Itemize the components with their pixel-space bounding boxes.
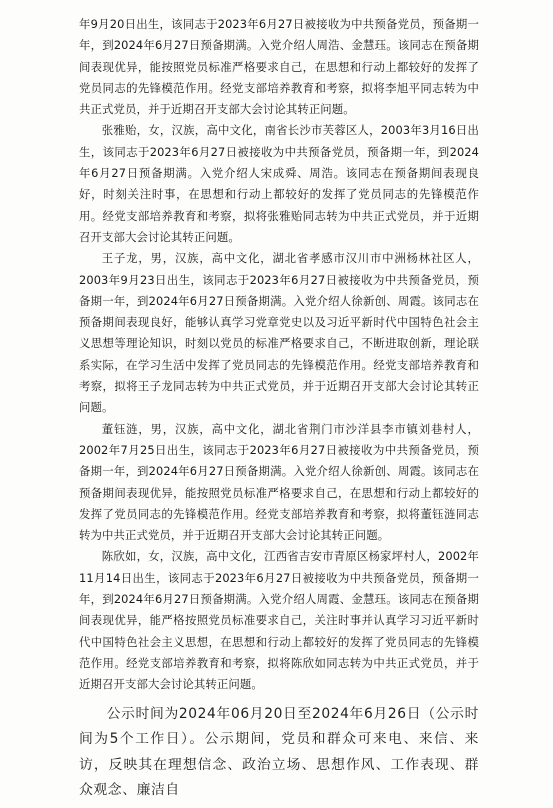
paragraph-li-xuping-continued: 年9月20日出生，该同志于2023年6月27日被接收为中共预备党员，预备期一年，到2024年6月27日预备期满。入党介绍人周浩、金慧珏。该同志在预备期间表现优异，能按照党员标准严格要求自己，在思想和行动上都较好的发挥了党员同志的先锋模范作用。经党支部培养教育和考察，拟将李旭平同志转为中共正式党员，并于近期召开支部大会讨论其转正问题。 [79, 17, 479, 117]
publicity-notice: 公示时间为2024年06月20日至2024年6月26日（公示时间为5个工作日）。公示期间，党员和群众可来电、来信、来访，反映其在理想信念、政治立场、思想作风、工作表现、群众观念、廉洁自 [79, 705, 479, 798]
paragraph-dong-yulian: 董钰涟，男，汉族，高中文化，湖北省荆门市沙洋县李市镇刘巷村人，2002年7月25日出生，该同志于2023年6月27日被接收为中共预备党员，预备期一年，到2024年6月27日预备期满。入党介绍人徐新创、周霞。该同志在预备期间表现优异，能按照党员标准严格要求自己，在思想和行动上都较好的发挥了党员同志的先锋模范作用。经党支部培养教育和考察，拟将董钰涟同志转为中共正式党员，并于近期召开支部大会讨论其转正问题。 [79, 421, 479, 543]
paragraph-wang-zilong: 王子龙，男，汉族，高中文化，湖北省孝感市汉川市中洲杨林社区人，2003年9月23日出生，该同志于2023年6月27日被接收为中共预备党员，预备期一年，到2024年6月27日预备期满。入党介绍人徐新创、周霞。该同志在预备期间表现良好，能够认真学习党章党史以及习近平新时代中国特色社会主义思想等理论知识，时刻以党员的标准严格要求自己，不断进取创新，理论联系实际，在学习生活中发挥了党员同志的先锋模范作用。经党支部培养教育和考察，拟将王子龙同志转为中共正式党员，并于近期召开支部大会讨论其转正问题。 [79, 251, 479, 415]
document-body [79, 14, 479, 804]
paragraph-zhang-yayi: 张雅贻，女，汉族，高中文化，南省长沙市芙蓉区人，2003年3月16日出生，该同志于2023年6月27日被接收为中共预备党员，预备期一年，到2024年6月27日预备期满。入党介绍人宋成舜、周浩。该同志在预备期间表现良好，时刻关注时事，在思想和行动上都较好的发挥了党员同志的先锋模范作用。经党支部培养教育和考察，拟将张雅贻同志转为中共正式党员，并于近期召开支部大会讨论其转正问题。 [79, 123, 479, 244]
paragraph-chen-xinru: 陈欣如，女，汉族，高中文化，江西省吉安市青原区杨家坪村人，2002年11月14日出生，该同志于2023年6月27日被接收为中共预备党员，预备期一年，到2024年6月27日预备期满。入党介绍人周霞、金慧珏。该同志在预备期间表现优异，能严格按照党员标准要求自己，关注时事并认真学习习近平新时代中国特色社会主义思想，在思想和行动上都较好的发挥了党员同志的先锋模范作用。经党支部培养教育和考察，拟将陈欣如同志转为中共正式党员，并于近期召开支部大会讨论其转正问题。 [79, 549, 479, 692]
